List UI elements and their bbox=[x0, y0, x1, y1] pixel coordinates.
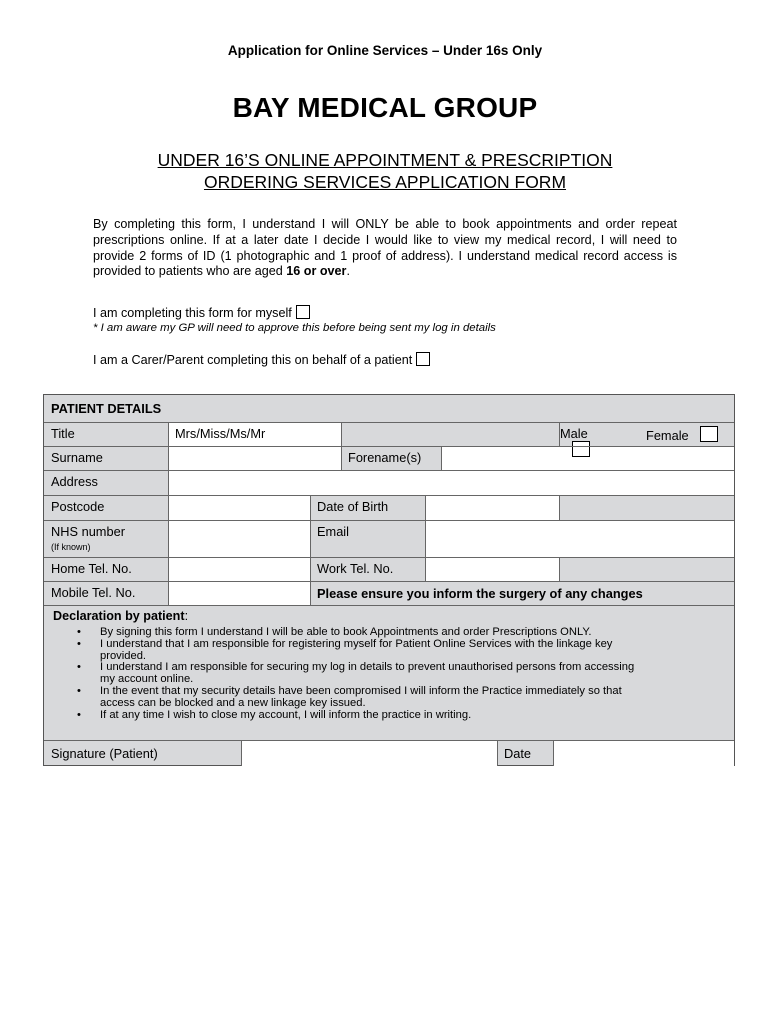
row-divider bbox=[44, 581, 734, 582]
declaration-item bbox=[77, 708, 720, 722]
form-subtitle-line-2: ORDERING SERVICES APPLICATION FORM bbox=[203, 172, 567, 192]
row-divider bbox=[44, 422, 734, 423]
column-divider bbox=[497, 740, 498, 766]
postcode-field[interactable] bbox=[168, 495, 310, 520]
declaration-item-line: my account online. bbox=[100, 673, 194, 686]
column-divider bbox=[559, 557, 560, 581]
carer-option-label: I am a Carer/Parent completing this on behalf of a patient bbox=[93, 353, 413, 367]
title-label: Title bbox=[51, 426, 75, 441]
column-divider bbox=[559, 422, 560, 446]
row-divider bbox=[44, 470, 734, 471]
dob-label: Date of Birth bbox=[317, 499, 389, 514]
address-field[interactable] bbox=[168, 470, 734, 495]
row-divider bbox=[44, 740, 734, 741]
female-label: Female bbox=[646, 428, 689, 443]
female-option bbox=[646, 426, 734, 446]
declaration-item-line: provided. bbox=[100, 649, 147, 662]
home-tel-field[interactable] bbox=[168, 557, 310, 581]
dob-field[interactable] bbox=[425, 495, 559, 520]
work-tel-label: Work Tel. No. bbox=[317, 561, 394, 576]
signature-field[interactable] bbox=[241, 740, 497, 766]
carer-option bbox=[93, 352, 430, 367]
declaration-list bbox=[77, 626, 720, 721]
row-divider bbox=[44, 520, 734, 521]
column-divider bbox=[341, 422, 342, 470]
myself-checkbox[interactable] bbox=[296, 305, 310, 319]
date-label: Date bbox=[504, 746, 532, 761]
nhs-number-hint: (If known) bbox=[51, 542, 91, 552]
male-option bbox=[557, 426, 617, 446]
intro-paragraph bbox=[93, 217, 677, 280]
declaration-item-line: I understand that I am responsible for registering myself for Patient Online Services with the linkage key bbox=[100, 637, 613, 650]
surname-field[interactable] bbox=[168, 446, 341, 470]
intro-age-highlight: 16 or over bbox=[286, 264, 347, 279]
bullet-icon: • bbox=[77, 708, 81, 721]
bullet-icon: • bbox=[77, 661, 81, 674]
declaration-title bbox=[46, 605, 446, 625]
intro-text: By completing this form, I understand I will ONLY be able to book appointments and order repeat prescriptions online. If at a later date I decide I would like to view my medical record, I will need to provide 2 forms of ID (1 photographic and 1 proof of address). I understand medical record access is provided to patients who are aged bbox=[93, 217, 677, 279]
date-field[interactable] bbox=[553, 740, 734, 766]
column-divider bbox=[425, 557, 426, 581]
mobile-tel-field[interactable] bbox=[168, 581, 310, 605]
form-subtitle bbox=[60, 149, 710, 193]
home-tel-label: Home Tel. No. bbox=[51, 561, 132, 576]
work-tel-field[interactable] bbox=[425, 557, 559, 581]
column-divider bbox=[425, 495, 426, 557]
mobile-tel-label: Mobile Tel. No. bbox=[51, 585, 136, 600]
bullet-icon: • bbox=[77, 637, 81, 650]
declaration-item-line: I understand I am responsible for securing my log in details to prevent unauthorised persons from accessing bbox=[100, 661, 635, 674]
male-checkbox[interactable] bbox=[572, 441, 590, 457]
email-field[interactable] bbox=[425, 520, 734, 557]
nhs-number-label: NHS number bbox=[51, 524, 125, 539]
row-divider bbox=[44, 446, 734, 447]
declaration-title-text: Declaration by patient bbox=[53, 609, 185, 623]
postcode-label: Postcode bbox=[51, 499, 105, 514]
row-divider bbox=[44, 605, 734, 606]
bullet-icon: • bbox=[77, 684, 81, 697]
column-divider bbox=[441, 446, 442, 470]
carer-checkbox[interactable] bbox=[416, 352, 430, 366]
column-divider bbox=[310, 495, 311, 605]
myself-option-label: I am completing this form for myself bbox=[93, 306, 292, 320]
form-subtitle-line-1: UNDER 16’S ONLINE APPOINTMENT & PRESCRIPTION bbox=[157, 150, 613, 170]
declaration-title-colon: : bbox=[184, 609, 189, 623]
myself-option-note: * I am aware my GP will need to approve this before being sent my log in details bbox=[93, 322, 496, 334]
declaration-item bbox=[77, 661, 720, 686]
email-label: Email bbox=[317, 524, 349, 539]
nhs-number-label-cell bbox=[44, 520, 168, 557]
signature-label: Signature (Patient) bbox=[51, 746, 158, 761]
declaration-item-line: If at any time I wish to close my account, I will inform the practice in writing. bbox=[100, 708, 472, 721]
title-options: Mrs/Miss/Ms/Mr bbox=[175, 426, 266, 441]
column-divider bbox=[553, 740, 554, 766]
surname-label: Surname bbox=[51, 450, 103, 465]
declaration-item bbox=[77, 684, 720, 710]
nhs-number-field[interactable] bbox=[168, 520, 310, 557]
changes-notice: Please ensure you inform the surgery of any changes bbox=[317, 586, 643, 601]
declaration-item-line: By signing this form I understand I will be able to book Appointments and order Prescriptions ONLY. bbox=[100, 626, 592, 638]
patient-details-table bbox=[43, 394, 735, 766]
declaration-item-line: access can be blocked and a new linkage key issued. bbox=[100, 696, 366, 709]
row-divider bbox=[44, 557, 734, 558]
form-pretitle: Application for Online Services – Under 16s Only bbox=[227, 43, 543, 58]
myself-option bbox=[93, 305, 310, 320]
intro-text-end: . bbox=[346, 264, 350, 279]
patient-details-heading: PATIENT DETAILS bbox=[51, 401, 162, 416]
practice-title: BAY MEDICAL GROUP bbox=[232, 92, 538, 123]
declaration-item-line: In the event that my security details have been compromised I will inform the Practice immediately so that bbox=[100, 684, 622, 697]
male-label: Male bbox=[560, 426, 588, 441]
bullet-icon: • bbox=[77, 626, 81, 638]
title-field[interactable] bbox=[168, 422, 341, 446]
female-checkbox[interactable] bbox=[700, 426, 718, 442]
column-divider bbox=[241, 740, 242, 766]
declaration-item bbox=[77, 637, 720, 663]
column-divider bbox=[168, 422, 169, 605]
row-divider bbox=[44, 495, 734, 496]
column-divider bbox=[559, 495, 560, 520]
address-label: Address bbox=[51, 474, 98, 489]
forename-label: Forename(s) bbox=[348, 450, 422, 465]
